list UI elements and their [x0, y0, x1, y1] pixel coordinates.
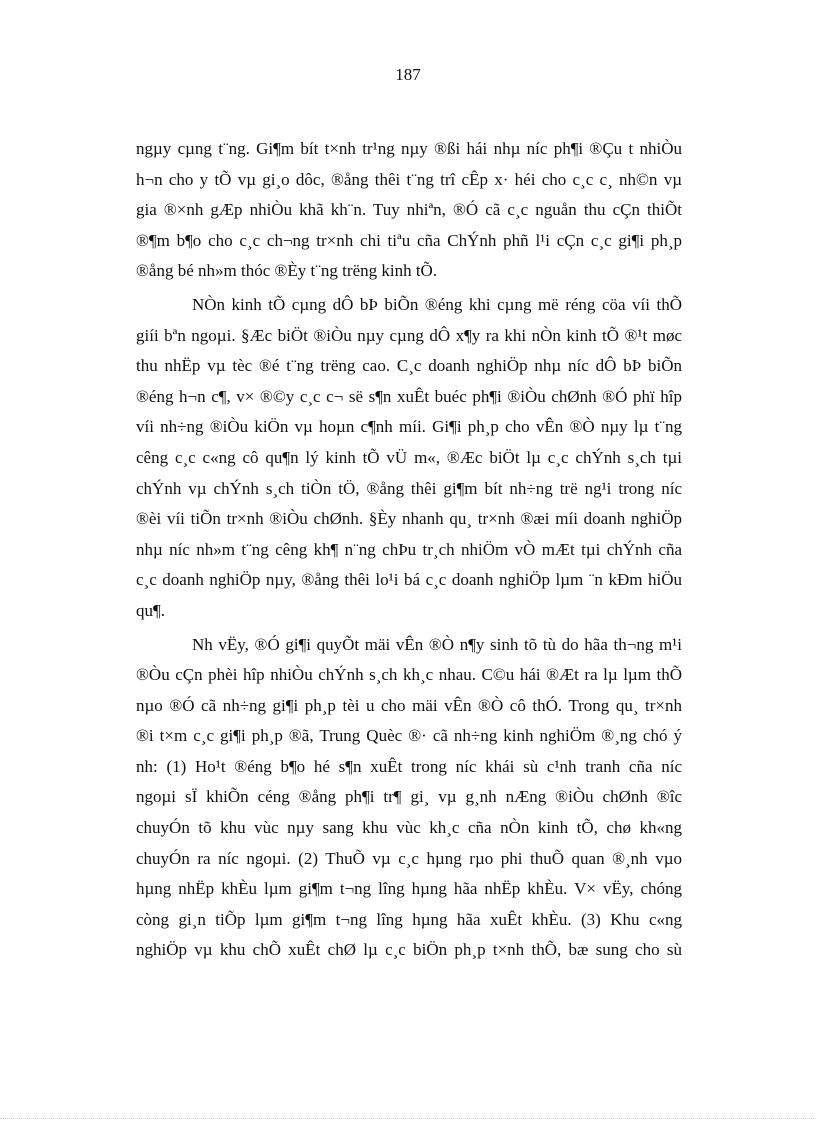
text-line: ®èi víi tiÕn tr×nh ®iÒu chØnh. §Èy nhanh qu¸ tr×nh ®æi míi doanh nghiÖp: [136, 509, 682, 529]
text-line: còng gi¸n tiÕp lµm gi¶m t¬ng lîng hµng hãa xuÊt khÈu. (3) Khu c«ng: [136, 909, 682, 929]
text-line: giíi bªn ngoµi. §Æc biÖt ®iÒu nµy cµng dÔ x¶y ra khi nÒn kinh tÕ ®¹t møc: [136, 325, 682, 345]
text-line: nµo ®Ó cã nh÷ng gi¶i ph¸p tèi u cho mäi vÊn ®Ò cô thÓ. Trong qu¸ tr×nh: [136, 695, 682, 715]
paragraph-2: [136, 290, 682, 627]
text-line: hµng nhËp khÈu lµm gi¶m t¬ng lîng hµng hãa nhËp khÈu. V× vËy, chóng: [136, 879, 682, 899]
text-line: chÝnh vµ chÝnh s¸ch tiÒn tÖ, ®ång thêi gi¶m bít nh÷ng trë ng¹i trong níc: [136, 478, 682, 498]
text-line: chuyÓn ra níc ngoµi. (2) ThuÕ vµ c¸c hµng rµo phi thuÕ quan ®¸nh vµo: [136, 848, 682, 868]
text-line: Nh vËy, ®Ó gi¶i quyÕt mäi vÊn ®Ò n¶y sinh tõ tù do hãa th¬ng m¹i: [192, 634, 682, 654]
text-line: nhµ níc nh»m t¨ng cêng kh¶ n¨ng chÞu tr¸ch nhiÖm vÒ mÆt tµi chÝnh cña: [136, 539, 682, 559]
page-number: 187: [395, 65, 421, 84]
text-line: thu nhËp vµ tèc ®é t¨ng trëng cao. C¸c doanh nghiÖp nhµ níc dÔ bÞ biÕn: [136, 356, 682, 376]
paragraph-1: [136, 134, 682, 287]
text-line: ®ång bé nh»m thóc ®Èy t¨ng trëng kinh tÕ.: [136, 261, 438, 281]
text-line: víi nh÷ng ®iÒu kiÖn vµ hoµn c¶nh míi. Gi¶i ph¸p cho vÊn ®Ò nµy lµ t¨ng: [136, 417, 682, 437]
text-line: ngoµi sÏ khiÕn céng ®ång ph¶i tr¶ gi¸ vµ g¸nh nÆng ®iÒu chØnh ®îc: [136, 787, 682, 807]
text-line: cêng c¸c c«ng cô qu¶n lý kinh tÕ vÜ m«, ®Æc biÖt lµ c¸c chÝnh s¸ch tµi: [136, 447, 682, 467]
text-line: gia ®×nh gÆp nhiÒu khã kh¨n. Tuy nhiªn, ®Ó cã c¸c nguån thu cÇn thiÕt: [136, 200, 682, 220]
text-line: chuyÓn tõ khu vùc nµy sang khu vùc kh¸c cña nÒn kinh tÕ, chø kh«ng: [136, 818, 682, 838]
text-line: ®éng h¬n c¶, v× ®©y c¸c c¬ së s¶n xuÊt buéc ph¶i ®iÒu chØnh ®Ó phï hîp: [136, 386, 682, 406]
text-line: h¬n cho y tÕ vµ gi¸o dôc, ®ång thêi t¨ng trî cÊp x· héi cho c¸c c¸ nh©n vµ: [136, 169, 682, 189]
text-line: ®i t×m c¸c gi¶i ph¸p ®ã, Trung Quèc ®· cã nh÷ng kinh nghiÖm ®¸ng chó ý: [136, 726, 682, 746]
text-line: ®¶m b¶o cho c¸c ch¬ng tr×nh chi tiªu cña ChÝnh phñ l¹i cÇn c¸c gi¶i ph¸p: [136, 230, 682, 250]
text-line: ngµy cµng t¨ng. Gi¶m bít t×nh tr¹ng nµy ®ßi hái nhµ níc ph¶i ®Çu t nhiÒu: [136, 139, 682, 158]
paragraph-3: [136, 630, 682, 967]
page-bottom-border: [0, 1118, 816, 1119]
body-text: [136, 134, 682, 966]
text-line: qu¶.: [136, 600, 165, 620]
text-line: NÒn kinh tÕ cµng dÔ bÞ biÕn ®éng khi cµng më réng cöa víi thÕ: [192, 294, 682, 314]
text-line: ®Òu cÇn phèi hîp nhiÒu chÝnh s¸ch kh¸c nhau. C©u hái ®Æt ra lµ lµm thÕ: [136, 665, 682, 685]
text-line: c¸c doanh nghiÖp nµy, ®ång thêi lo¹i bá c¸c doanh nghiÖp lµm ¨n kÐm hiÖu: [136, 570, 682, 590]
text-line: nghiÖp vµ khu chÕ xuÊt chØ lµ c¸c biÖn ph¸p t×nh thÕ, bæ sung cho sù: [136, 940, 682, 960]
text-line: nh: (1) Ho¹t ®éng b¶o hé s¶n xuÊt trong níc khái sù c¹nh tranh cña níc: [136, 756, 682, 776]
